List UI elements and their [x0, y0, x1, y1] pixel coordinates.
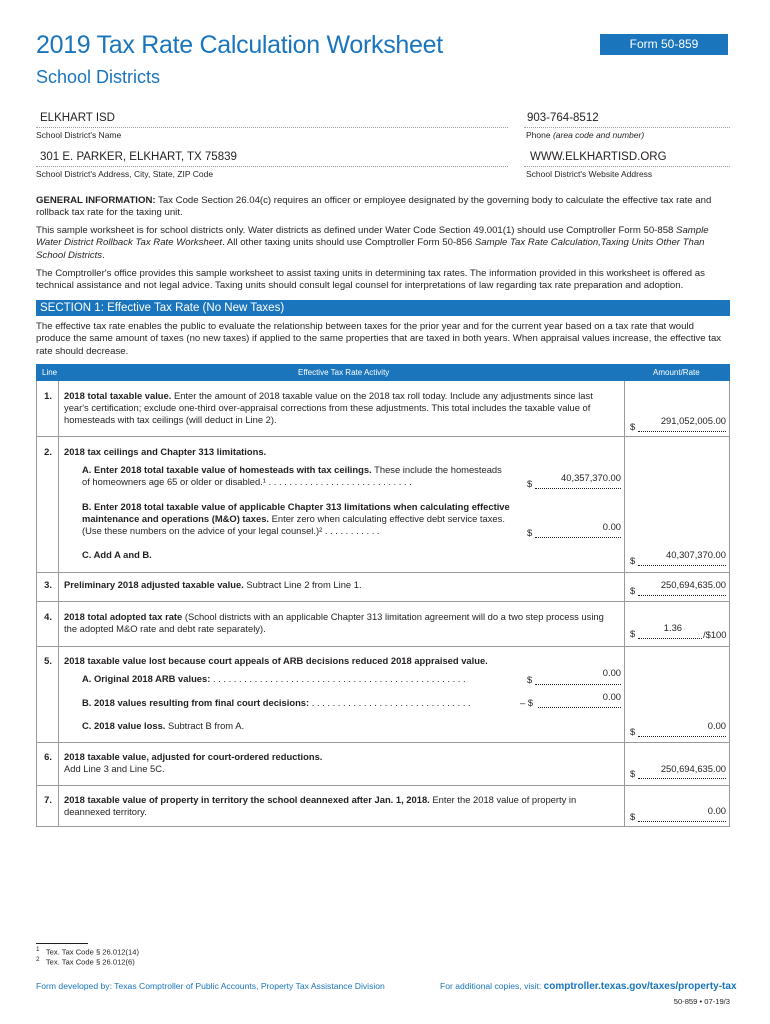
line-5b-amount[interactable]: 0.00	[602, 691, 621, 702]
general-info-paragraph: GENERAL INFORMATION: Tax Code Section 26.04(c) requires an officer or employee designated by the governing body to calculate the effective tax rate and rollback tax rate for the taxing unit.	[36, 195, 712, 219]
address-line	[36, 166, 508, 167]
amount-underline	[638, 565, 726, 566]
amount-underline	[638, 595, 726, 596]
line-number: 3.	[44, 579, 52, 590]
line-4-amount[interactable]: 1.36	[663, 622, 682, 633]
dollar-sign: $	[630, 768, 636, 779]
line-col-divider	[58, 381, 59, 827]
amount-underline	[638, 821, 726, 822]
row-divider	[36, 601, 730, 602]
line-2c-text: C. Add A and B.	[82, 549, 152, 560]
district-name-label: School District's Name	[36, 130, 122, 140]
address-label: School District's Address, City, State, ZIP Code	[36, 169, 214, 179]
line-5-title: 2018 taxable value lost because court appeals of ARB decisions reduced 2018 appraised value.	[64, 655, 488, 666]
amount-underline	[535, 537, 621, 538]
col-line-header: Line	[42, 368, 58, 377]
dollar-sign: $	[527, 478, 533, 489]
comptroller-link[interactable]: comptroller.texas.gov/taxes/property-tax	[543, 981, 737, 992]
form-number-badge: Form 50-859	[600, 34, 728, 55]
line-1-amount[interactable]: 291,052,005.00	[660, 415, 726, 426]
line-number: 7.	[44, 794, 52, 805]
amount-underline	[638, 736, 726, 737]
comptroller-paragraph: The Comptroller's office provides this sample worksheet to assist taxing units in determining tax rates. The information provided in this worksheet is offered as technical assistance and not legal advice. Taxing units should consult legal counsel for interpretations of law regarding tax rate preparation and adoption.	[36, 268, 705, 292]
dollar-sign: $	[630, 726, 636, 737]
amount-underline	[638, 638, 702, 639]
row-divider	[36, 572, 730, 573]
line-2-title: 2018 tax ceilings and Chapter 313 limitations.	[64, 446, 267, 457]
amount-underline	[535, 488, 621, 489]
line-2a-amount[interactable]: 40,357,370.00	[561, 472, 621, 483]
footnote-rule	[36, 943, 88, 944]
website-label: School District's Website Address	[526, 169, 653, 179]
footer-credit: Form developed by: Texas Comptroller of Public Accounts, Property Tax Assistance Division	[36, 981, 385, 991]
line-2b-text: B. Enter 2018 total taxable value of applicable Chapter 313 limitations when calculating effective maintenance and operations (M&O) taxes. Enter zero when calculating effective debt service taxes. (Use these numbers on the advice of your legal counsel.)² . . . . . . . . . . .	[82, 501, 510, 537]
line-2c-amount[interactable]: 40,307,370.00	[666, 549, 726, 560]
district-name-line	[36, 127, 508, 128]
dollar-sign: $	[527, 527, 533, 538]
line-5a-text: A. Original 2018 ARB values: . . . . . . . . . . . . . . . . . . . . . . . . . . . . . . . . . . . . . . . . . . . . . . . . .	[82, 673, 466, 684]
line-2b-amount[interactable]: 0.00	[602, 521, 621, 532]
dollar-sign: $	[630, 585, 636, 596]
line-5b-text: B. 2018 values resulting from final court decisions: . . . . . . . . . . . . . . . . . . . . . . . . . . . . . . .	[82, 697, 471, 708]
page-title: 2019 Tax Rate Calculation Worksheet	[36, 31, 443, 59]
line-6-amount[interactable]: 250,694,635.00	[660, 763, 726, 774]
line-3-amount[interactable]: 250,694,635.00	[660, 579, 726, 590]
amount-underline	[535, 684, 621, 685]
amount-underline	[638, 778, 726, 779]
rate-unit: /$100	[703, 629, 727, 640]
footer-copies: For additional copies, visit: comptroller.texas.gov/taxes/property-tax	[440, 981, 737, 992]
amount-underline	[638, 431, 726, 432]
row-divider	[36, 785, 730, 786]
minus-dollar-sign: – $	[520, 697, 534, 708]
district-name-value[interactable]: ELKHART ISD	[40, 112, 115, 124]
page-subtitle: School Districts	[36, 67, 161, 87]
amount-underline	[538, 707, 621, 708]
footnote-2: $^2$ Tex. Tax Code § 26.012(6)	[36, 956, 135, 967]
line-number: 5.	[44, 655, 52, 666]
row-divider	[36, 646, 730, 647]
line-number: 6.	[44, 751, 52, 762]
line-7-text: 2018 taxable value of property in territory the school deannexed after Jan. 1, 2018. Enter the 2018 value of property in deannexed territory.	[64, 794, 577, 818]
address-value[interactable]: 301 E. PARKER, ELKHART, TX 75839	[40, 151, 237, 163]
line-number: 4.	[44, 611, 52, 622]
website-value[interactable]: WWW.ELKHARTISD.ORG	[530, 151, 667, 163]
section-1-intro: The effective tax rate enables the public to evaluate the relationship between taxes for the prior year and for the current year based on a tax rate that would produce the same amount of taxes (no new taxes) if applied to the same properties that are taxed in both years. When appraisal values increase, the effective tax rate should decrease.	[36, 321, 722, 357]
amount-col-divider	[624, 381, 625, 827]
line-2a-text: A. Enter 2018 total taxable value of homesteads with tax ceilings. These include the homesteads of homeowners age 65 or older or disabled.¹ . . . . . . . . . . . . . . . . . . . . . . . . . . . .	[82, 464, 502, 488]
col-amount-header: Amount/Rate	[653, 368, 700, 377]
page-number: 50-859 • 07-19/3	[673, 997, 730, 1006]
col-activity-header: Effective Tax Rate Activity	[298, 368, 390, 377]
line-1-text: 2018 total taxable value. Enter the amount of 2018 taxable value on the 2018 tax roll today. Include any adjustments since last year's certification; exclude one-third over-appraisal corrections from these adjustments. This total includes the taxable value of homesteads with tax ceilings (will deduct in Line 2).	[64, 390, 593, 426]
dollar-sign: $	[630, 628, 636, 639]
dollar-sign: $	[630, 421, 636, 432]
line-5c-text: C. 2018 value loss. Subtract B from A.	[82, 720, 245, 731]
phone-line	[524, 127, 730, 128]
dollar-sign: $	[630, 811, 636, 822]
line-3-text: Preliminary 2018 adjusted taxable value. Subtract Line 2 from Line 1.	[64, 579, 362, 590]
line-5a-amount[interactable]: 0.00	[602, 667, 621, 678]
sample-worksheet-paragraph: This sample worksheet is for school districts only. Water districts as defined under Water Code Section 49.001(1) should use Comptroller Form 50-858 Sample Water District Rollback Tax Rate Worksheet. All other taxing units should use Comptroller Form 50-856 Sample Tax Rate Calculation,Taxing Units Other Than School Districts.	[36, 225, 709, 261]
line-5c-amount[interactable]: 0.00	[707, 720, 726, 731]
row-divider	[36, 742, 730, 743]
table-header	[36, 364, 730, 381]
line-7-amount[interactable]: 0.00	[707, 805, 726, 816]
section-1-header: SECTION 1: Effective Tax Rate (No New Taxes)	[36, 300, 730, 316]
website-line	[524, 166, 730, 167]
line-number: 1.	[44, 390, 52, 401]
line-number: 2.	[44, 446, 52, 457]
phone-value[interactable]: 903-764-8512	[527, 112, 599, 124]
dollar-sign: $	[630, 555, 636, 566]
row-divider	[36, 436, 730, 437]
footnote-1: $^1$ Tex. Tax Code § 26.012(14)	[36, 946, 140, 957]
line-6-text: 2018 taxable value, adjusted for court-ordered reductions. Add Line 3 and Line 5C.	[64, 751, 323, 775]
phone-label: Phone (area code and number)	[526, 130, 645, 140]
dollar-sign: $	[527, 674, 533, 685]
line-4-text: 2018 total adopted tax rate (School districts with an applicable Chapter 313 limitation agreement will do a two step process using the adopted M&O rate and debt rate separately).	[64, 611, 604, 635]
